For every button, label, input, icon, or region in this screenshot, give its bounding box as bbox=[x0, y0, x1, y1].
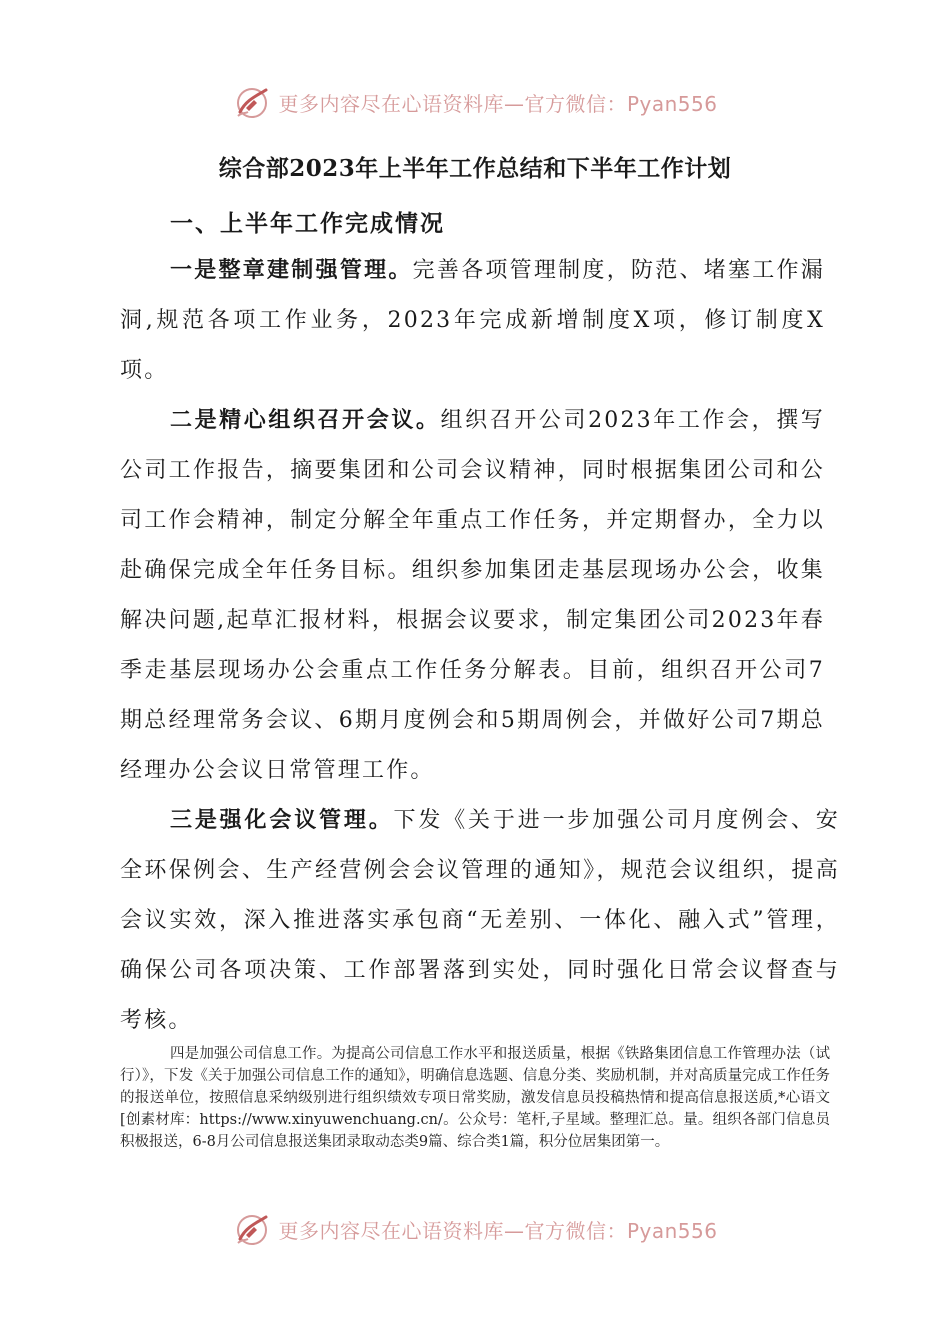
paragraph-3-body: 下发《关于进一步加强公司月度例会、安全环保例会、生产经营例会会议管理的通知》，规范会议组织，提高会议实效，深入推进落实承包商“无差别、一体化、融入式”管理，确保公司各项决策、工作部署落到实处，同时强化日常会议督查与考核。 bbox=[120, 808, 840, 1033]
paragraph-3-lead: 三是强化会议管理。 bbox=[170, 807, 394, 833]
paragraph-2-body: 组织召开公司2023年工作会，撰写公司工作报告，摘要集团和公司会议精神，同时根据集团公司和公司工作会精神，制定分解全年重点工作任务，并定期督办，全力以赴确保完成全年任务目标。组织参加集团走基层现场办公会，收集解决问题,起草汇报材料，根据会议要求，制定集团公司2023年春季走基层现场办公会重点工作任务分解表。目前，组织召开公司7期总经理常务会议、6期月度例会和5期周例会，并做好公司7期总经理办公会议日常管理工作。 bbox=[120, 408, 825, 783]
watermark-text: 更多内容尽在心语资料库—官方微信：Pyan556 bbox=[278, 1218, 718, 1243]
paragraph-2-lead: 二是精心组织召开会议。 bbox=[170, 407, 441, 433]
paragraph-3 bbox=[120, 795, 840, 1046]
paragraph-1 bbox=[120, 245, 825, 396]
paragraph-1-body: 完善各项管理制度，防范、堵塞工作漏洞,规范各项工作业务，2023年完成新增制度X项，修订制度X项。 bbox=[120, 258, 825, 383]
pen-swirl-logo-icon bbox=[232, 1209, 272, 1249]
paragraph-4-small: 四是加强公司信息工作。为提高公司信息工作水平和报送质量，根据《铁路集团信息工作管理办法（试行）》，下发《关于加强公司信息工作的通知》，明确信息选题、信息分类、奖励机制，并对高质量完成工作任务的报送单位，按照信息采纳级别进行组织绩效专项日常奖励，激发信息员投稿热情和提高信息报送质,*心语文[创素材库：https://www.xinyuwenchuang.cn/。公众号：笔杆,子星域。整理汇总。量。组织各部门信息员积极报送，6-8月公司信息报送集团录取动态类9篇、综合类1篇，积分位居集团第一。 bbox=[120, 1046, 830, 1150]
paragraph-2 bbox=[120, 395, 825, 796]
paragraph-1-lead: 一是整章建制强管理。 bbox=[170, 257, 413, 283]
pen-swirl-logo-icon bbox=[232, 82, 272, 122]
watermark-text: 更多内容尽在心语资料库—官方微信：Pyan556 bbox=[278, 91, 718, 116]
watermark-footer bbox=[0, 1207, 950, 1251]
watermark-header bbox=[0, 80, 950, 124]
document-title: 综合部2023年上半年工作总结和下半年工作计划 bbox=[218, 155, 732, 182]
section-heading: 一、上半年工作完成情况 bbox=[170, 210, 445, 237]
